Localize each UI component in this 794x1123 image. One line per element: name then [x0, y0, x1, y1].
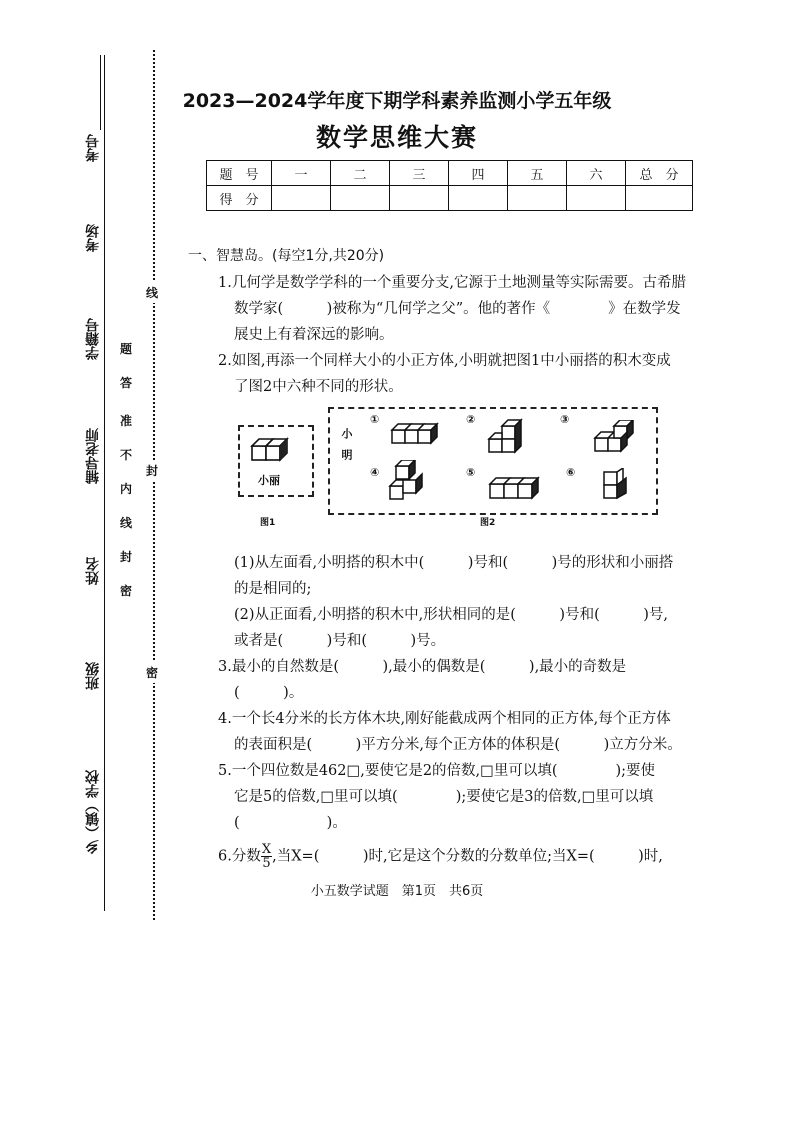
page-footer: 小五数学试题 第1页 共6页 [310, 884, 484, 899]
fraction-denominator: 5 [262, 856, 271, 871]
shape-6-cubes [600, 468, 636, 504]
binding-field-school: 乡（镇）学校 [85, 770, 101, 854]
shape-number-4: ④ [370, 466, 380, 479]
question-2-line-1: 2.如图,再添一个同样大小的小正方体,小明就把图1中小丽搭的积木变成 [218, 353, 671, 369]
figure-1-name: 小丽 [258, 474, 280, 487]
score-input-cell[interactable] [390, 186, 449, 211]
seal-char: 密 [120, 584, 133, 598]
exam-title: 数学思维大赛 [315, 123, 478, 152]
score-header-cell: 三 [390, 161, 449, 186]
score-input-cell[interactable] [508, 186, 567, 211]
question-2-sub-1-line-1: (1)从左面看,小明搭的积木中( )号和( )号的形状和小丽搭 [234, 555, 674, 571]
binding-solid-line [104, 55, 105, 911]
score-row-label: 得 分 [207, 186, 272, 211]
score-input-cell[interactable] [567, 186, 626, 211]
shape-1-cubes [390, 420, 446, 450]
score-header-cell: 二 [331, 161, 390, 186]
seal-char: 答 [120, 376, 133, 390]
score-table-header-row [207, 161, 693, 186]
question-4-line-1: 4.一个长4分米的长方体木块,刚好能截成两个相同的正方体,每个正方体 [218, 711, 671, 727]
shape-number-3: ③ [560, 413, 570, 426]
figure-2-caption: 图2 [480, 518, 496, 528]
shape-number-6: ⑥ [566, 466, 576, 479]
question-2-sub-1-line-2: 的是相同的; [234, 581, 312, 597]
score-header-cell: 六 [567, 161, 626, 186]
question-1-line-2: 数学家( )被称为“几何学之父”。他的著作《 》在数学发 [234, 301, 681, 317]
figure-1-cubes [250, 434, 300, 466]
binding-field-class: 班级 [85, 662, 101, 690]
binding-field-name: 姓名 [85, 557, 101, 585]
seal-char: 准 [120, 414, 133, 428]
seal-char: 封 [120, 550, 133, 564]
question-1-line-1: 1.几何学是数学学科的一个重要分支,它源于土地测量等实际需要。古希腊 [218, 275, 686, 291]
score-header-cell: 四 [449, 161, 508, 186]
question-3-line-2: ( )。 [234, 685, 304, 701]
score-header-cell: 题 号 [207, 161, 272, 186]
fraction-numerator: X [261, 842, 272, 857]
seal-char: 内 [120, 482, 133, 496]
shape-number-1: ① [370, 413, 380, 426]
binding-field-teacher: 辅导老师 [85, 428, 101, 484]
binding-dotted-line [153, 50, 155, 920]
score-table [206, 160, 693, 211]
question-2-sub-2-line-1: (2)从正面看,小明搭的积木中,形状相同的是( )号和( )号, [234, 607, 668, 623]
question-5-line-2: 它是5的倍数,□里可以填( );要使它是3的倍数,□里可以填 [234, 789, 654, 805]
shape-number-2: ② [466, 413, 476, 426]
seal-char-line: 线 [146, 282, 158, 303]
score-input-cell[interactable] [272, 186, 331, 211]
binding-field-student-id: 学籍号 [85, 318, 101, 360]
figure-1-caption: 图1 [260, 518, 276, 528]
score-header-cell: 一 [272, 161, 331, 186]
seal-char-seal: 封 [146, 460, 158, 481]
score-input-cell[interactable] [449, 186, 508, 211]
figure-2-side-label-1: 小明 [340, 428, 353, 470]
section-heading: 一、智慧岛。(每空1分,共20分) [188, 248, 385, 264]
shape-number-5: ⑤ [466, 466, 476, 479]
shape-5-cubes [488, 472, 550, 504]
shape-2-cubes [486, 418, 526, 460]
question-5-line-1: 5.一个四位数是462□,要使它是2的倍数,□里可以填( );要使 [218, 763, 656, 779]
question-2-sub-2-line-2: 或者是( )号和( )号。 [234, 633, 446, 649]
seal-char-dense: 密 [146, 662, 158, 683]
shape-3-cubes [592, 420, 638, 458]
binding-field-exam-number: 考号 [85, 134, 101, 162]
score-table-score-row [207, 186, 693, 211]
fraction-x-over-5 [261, 843, 272, 870]
seal-char: 题 [120, 342, 133, 356]
question-6-prefix: 6.分数 [218, 848, 261, 865]
score-input-cell[interactable] [331, 186, 390, 211]
question-3-line-1: 3.最小的自然数是( ),最小的偶数是( ),最小的奇数是 [218, 659, 627, 675]
question-6-suffix: ,当X=( )时,它是这个分数的分数单位;当X=( )时, [272, 848, 663, 865]
seal-char: 不 [120, 448, 133, 462]
shape-4-cubes [388, 460, 432, 504]
question-6-line-1 [218, 843, 663, 870]
question-5-line-3: ( )。 [234, 815, 347, 831]
binding-field-exam-room: 考场 [85, 224, 101, 252]
question-2-line-2: 了图2中六种不同的形状。 [234, 379, 403, 395]
seal-char: 线 [120, 516, 133, 530]
score-input-cell[interactable] [626, 186, 693, 211]
score-header-cell: 总 分 [626, 161, 693, 186]
exam-subtitle: 2023—2024学年度下期学科素养监测小学五年级 [182, 90, 612, 112]
score-header-cell: 五 [508, 161, 567, 186]
question-4-line-2: 的表面积是( )平方分米,每个正方体的体积是( )立方分米。 [234, 737, 682, 753]
question-1-line-3: 展史上有着深远的影响。 [234, 327, 394, 343]
